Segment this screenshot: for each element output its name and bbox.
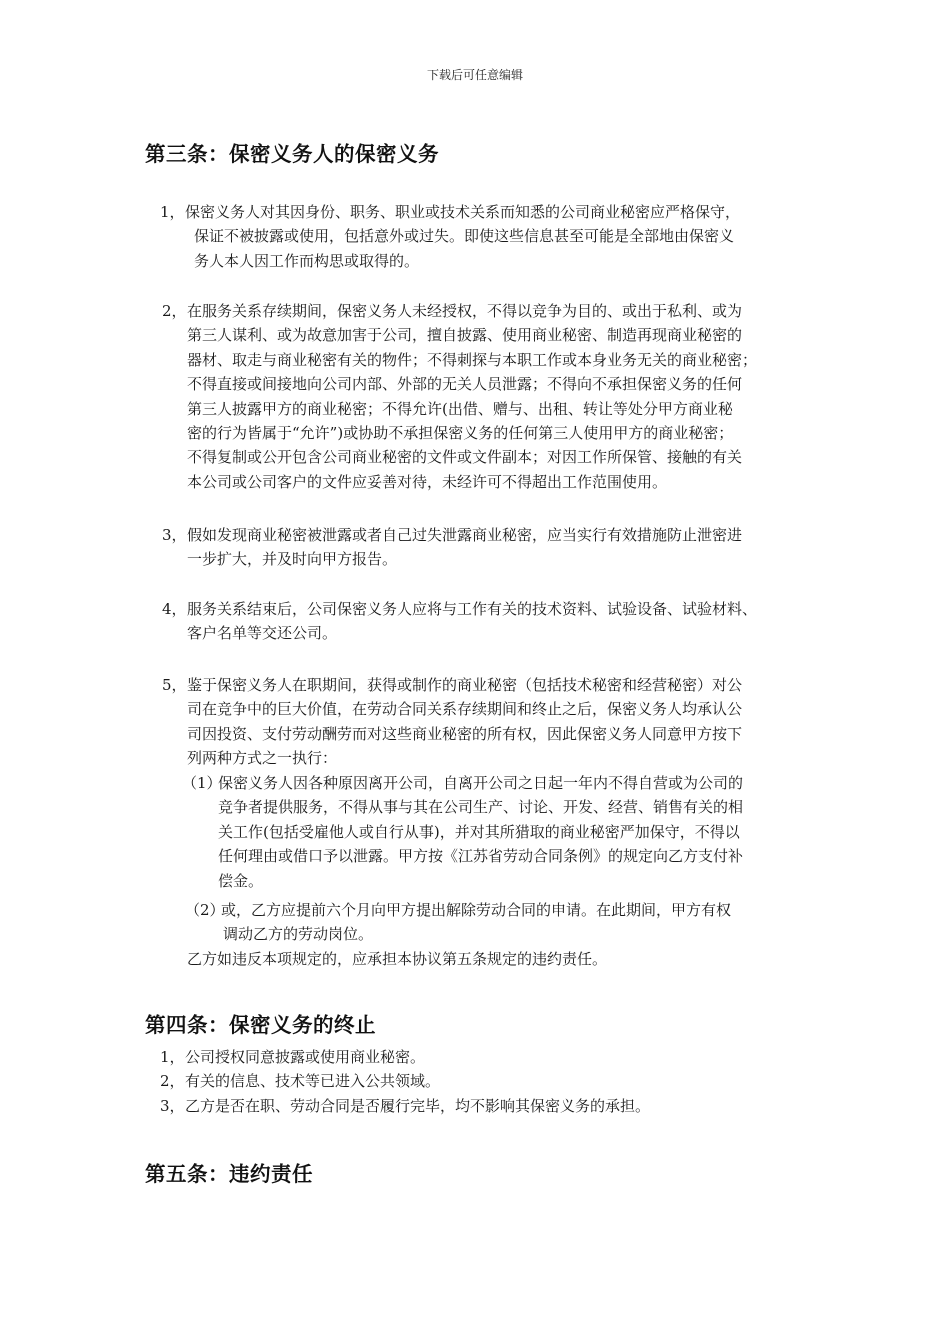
text-line: 关工作(包括受雇他人或自行从事)，并对其所猎取的商业秘密严加保守，不得以 bbox=[218, 822, 740, 841]
item-number: 1， bbox=[160, 1048, 185, 1066]
text-line: 公司授权同意披露或使用商业秘密。 bbox=[185, 1048, 426, 1066]
option-number: （2） bbox=[185, 901, 225, 919]
text-line: 第三人谋利、或为故意加害于公司，擅自披露、使用商业秘密、制造再现商业秘密的 bbox=[187, 326, 743, 345]
text-line: 本公司或公司客户的文件应妥善对待，未经许可不得超出工作范围使用。 bbox=[187, 472, 668, 491]
text-line: 司在竞争中的巨大价值，在劳动合同关系存续期间和终止之后，保密义务人均承认公 bbox=[187, 700, 743, 719]
list-item bbox=[160, 1069, 650, 1093]
text-line: 服务关系结束后，公司保密义务人应将与工作有关的技术资料、试验设备、试验材料、 bbox=[187, 600, 758, 618]
text-line: 器材、取走与商业秘密有关的物件；不得刺探与本职工作或本身业务无关的商业秘密； bbox=[187, 350, 758, 369]
text-line: 在服务关系存续期间，保密义务人未经授权，不得以竞争为目的、或出于私利、或为 bbox=[187, 302, 743, 320]
text-line: 竞争者提供服务，不得从事与其在公司生产、讨论、开发、经营、销售有关的相 bbox=[218, 798, 744, 817]
text-line: 第三人披露甲方的商业秘密；不得允许(出借、赠与、出租、转让等处分甲方商业秘 bbox=[187, 399, 733, 418]
item-number: 3， bbox=[162, 526, 187, 544]
text-line: 乙方是否在职、劳动合同是否履行完毕，均不影响其保密义务的承担。 bbox=[185, 1096, 651, 1115]
text-line: 鉴于保密义务人在职期间，获得或制作的商业秘密（包括技术秘密和经营秘密）对公 bbox=[187, 676, 743, 694]
item-number: 1， bbox=[160, 203, 185, 221]
article-3-item-2 bbox=[162, 299, 758, 494]
text-line: 偿金。 bbox=[218, 871, 264, 890]
text-line: 务人本人因工作而构思或取得的。 bbox=[194, 251, 420, 270]
text-line: 假如发现商业秘密被泄露或者自己过失泄露商业秘密，应当实行有效措施防止泄密进 bbox=[187, 526, 743, 544]
text-line: 司因投资、支付劳动酬劳而对这些商业秘密的所有权，因此保密义务人同意甲方按下 bbox=[187, 724, 743, 743]
text-line: 任何理由或借口予以泄露。甲方按《江苏省劳动合同条例》的规定向乙方支付补 bbox=[218, 847, 744, 866]
page-header: 下载后可任意编辑 bbox=[426, 68, 523, 82]
text-line: 调动乙方的劳动岗位。 bbox=[223, 925, 374, 944]
list-item bbox=[160, 1094, 651, 1118]
article-3-title: 第三条：保密义务人的保密义务 bbox=[145, 142, 439, 166]
list-item bbox=[160, 1045, 650, 1069]
article-3-item-5-option-1 bbox=[182, 771, 744, 893]
article-3-item-5-closing bbox=[187, 947, 607, 971]
item-number: 3， bbox=[160, 1096, 185, 1115]
option-number: （1） bbox=[182, 774, 222, 792]
article-3-item-3 bbox=[162, 523, 743, 572]
text-line: 保密义务人对其因身份、职务、职业或技术关系而知悉的公司商业秘密应严格保守， bbox=[185, 203, 741, 221]
text-line: 客户名单等交还公司。 bbox=[187, 624, 338, 643]
article-4-title: 第四条：保密义务的终止 bbox=[145, 1013, 376, 1037]
article-5-title: 第五条：违约责任 bbox=[145, 1162, 313, 1186]
text-line: 乙方如违反本项规定的，应承担本协议第五条规定的违约责任。 bbox=[187, 950, 608, 968]
article-4-list bbox=[160, 1045, 651, 1118]
text-line: 密的行为皆属于“允许”)或协助不承担保密义务的任何第三人使用甲方的商业秘密； bbox=[187, 424, 734, 443]
text-line: 列两种方式之一执行： bbox=[187, 749, 338, 768]
text-line: 或，乙方应提前六个月向甲方提出解除劳动合同的申请。在此期间，甲方有权 bbox=[221, 901, 732, 919]
text-line: 不得直接或间接地向公司内部、外部的无关人员泄露；不得向不承担保密义务的任何 bbox=[187, 375, 743, 394]
text-line: 一步扩大，并及时向甲方报告。 bbox=[187, 550, 398, 569]
item-number: 4， bbox=[162, 600, 187, 618]
item-number: 2， bbox=[162, 302, 187, 320]
item-number: 5， bbox=[162, 676, 187, 694]
item-number: 2， bbox=[160, 1072, 185, 1091]
article-3-item-5-option-2 bbox=[185, 898, 732, 947]
text-line: 保密义务人因各种原因离开公司，自离开公司之日起一年内不得自营或为公司的 bbox=[218, 774, 744, 792]
text-line: 有关的信息、技术等已进入公共领域。 bbox=[185, 1072, 441, 1091]
article-3-item-4 bbox=[162, 597, 758, 646]
text-line: 不得复制或公开包含公司商业秘密的文件或文件副本；对因工作所保管、接触的有关 bbox=[187, 448, 743, 467]
text-line: 保证不被披露或使用，包括意外或过失。即使这些信息甚至可能是全部地由保密义 bbox=[194, 227, 735, 246]
article-3-item-5 bbox=[162, 673, 743, 771]
article-3-item-1 bbox=[160, 200, 741, 273]
